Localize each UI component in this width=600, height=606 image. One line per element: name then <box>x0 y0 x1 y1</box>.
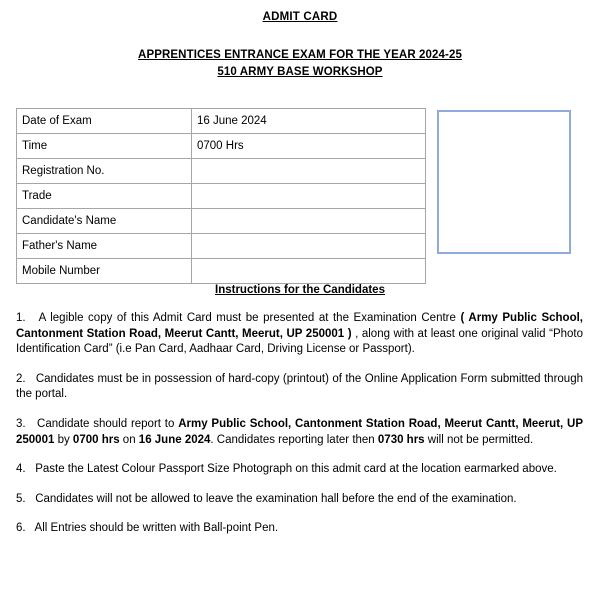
instruction-number: 2. <box>16 372 36 385</box>
photograph-placeholder-box[interactable] <box>437 110 571 254</box>
table-row <box>17 184 426 209</box>
instruction-text: Candidate should report to <box>37 417 179 430</box>
info-label-cell: Trade <box>17 184 192 209</box>
instruction-text: by <box>57 433 73 446</box>
info-value-cell[interactable] <box>192 184 426 209</box>
instruction-number: 5. <box>16 492 36 505</box>
page-title: ADMIT CARD <box>262 11 338 23</box>
instruction-text: on <box>119 433 139 446</box>
instruction-item <box>0 311 600 358</box>
instructions-list <box>0 296 600 537</box>
info-label-cell: Candidate's Name <box>17 209 192 234</box>
candidate-info-table <box>16 108 426 284</box>
table-row <box>17 209 426 234</box>
instructions-heading: Instructions for the Candidates <box>215 284 385 296</box>
table-row <box>17 134 426 159</box>
instruction-text-bold: Army Public School, Cantonment Station Road, Meerut Cantt, Meerut, UP 250001 <box>16 417 584 446</box>
table-row <box>17 234 426 259</box>
info-label-cell: Father's Name <box>17 234 192 259</box>
instruction-number: 3. <box>16 417 38 430</box>
candidate-info-table-body <box>17 109 426 284</box>
instruction-text-bold: 0730 hrs <box>377 433 425 446</box>
info-label-cell: Mobile Number <box>17 259 192 284</box>
instruction-number: 6. <box>16 522 35 535</box>
instruction-item <box>0 521 600 537</box>
exam-heading <box>0 23 600 81</box>
info-value-cell[interactable]: 0700 Hrs <box>192 134 426 159</box>
instruction-text: A legible copy of this Admit Card must be presented at the Examination Centre <box>38 312 461 324</box>
instruction-item <box>0 492 600 508</box>
info-value-cell[interactable] <box>192 259 426 284</box>
instruction-text-bold: 0700 hrs <box>72 433 120 446</box>
table-row <box>17 259 426 284</box>
instruction-text: will not be permitted. <box>424 433 534 446</box>
candidate-info-row <box>0 108 600 277</box>
info-label-cell: Date of Exam <box>17 109 192 134</box>
info-label-cell: Registration No. <box>17 159 192 184</box>
info-value-cell[interactable]: 16 June 2024 <box>192 109 426 134</box>
instruction-text: Candidates will not be allowed to leave the examination hall before the end of the examination. <box>35 492 517 505</box>
instruction-text-bold: 16 June 2024 <box>138 433 211 446</box>
instruction-text: Paste the Latest Colour Passport Size Photograph on this admit card at the location earmarked above. <box>35 463 557 476</box>
instruction-item <box>0 462 600 478</box>
instruction-text: Candidates must be in possession of hard-copy (printout) of the Online Application Form submitted through the portal. <box>16 372 583 401</box>
instruction-text: , along with at least one original valid “Photo Identification Card” (i.e Pan Card, Aadhaar Card, Driving License or Passport). <box>16 327 583 356</box>
instruction-item <box>0 372 600 403</box>
instruction-item <box>0 417 600 448</box>
instruction-text-bold: ( Army Public School, Cantonment Station Road, Meerut Cantt, Meerut, UP 250001 ) <box>16 312 583 340</box>
instruction-number: 4. <box>16 463 36 476</box>
info-value-cell[interactable] <box>192 234 426 259</box>
info-value-cell[interactable] <box>192 209 426 234</box>
instruction-text: All Entries should be written with Ball-point Pen. <box>34 522 279 535</box>
exam-heading-line-2: 510 ARMY BASE WORKSHOP <box>217 66 383 78</box>
instruction-text: . Candidates reporting later then <box>210 433 378 446</box>
exam-heading-line-1: APPRENTICES ENTRANCE EXAM FOR THE YEAR 2024-25 <box>138 49 462 61</box>
table-row <box>17 159 426 184</box>
table-row <box>17 109 426 134</box>
instruction-number: 1. <box>16 312 39 324</box>
info-value-cell[interactable] <box>192 159 426 184</box>
info-label-cell: Time <box>17 134 192 159</box>
